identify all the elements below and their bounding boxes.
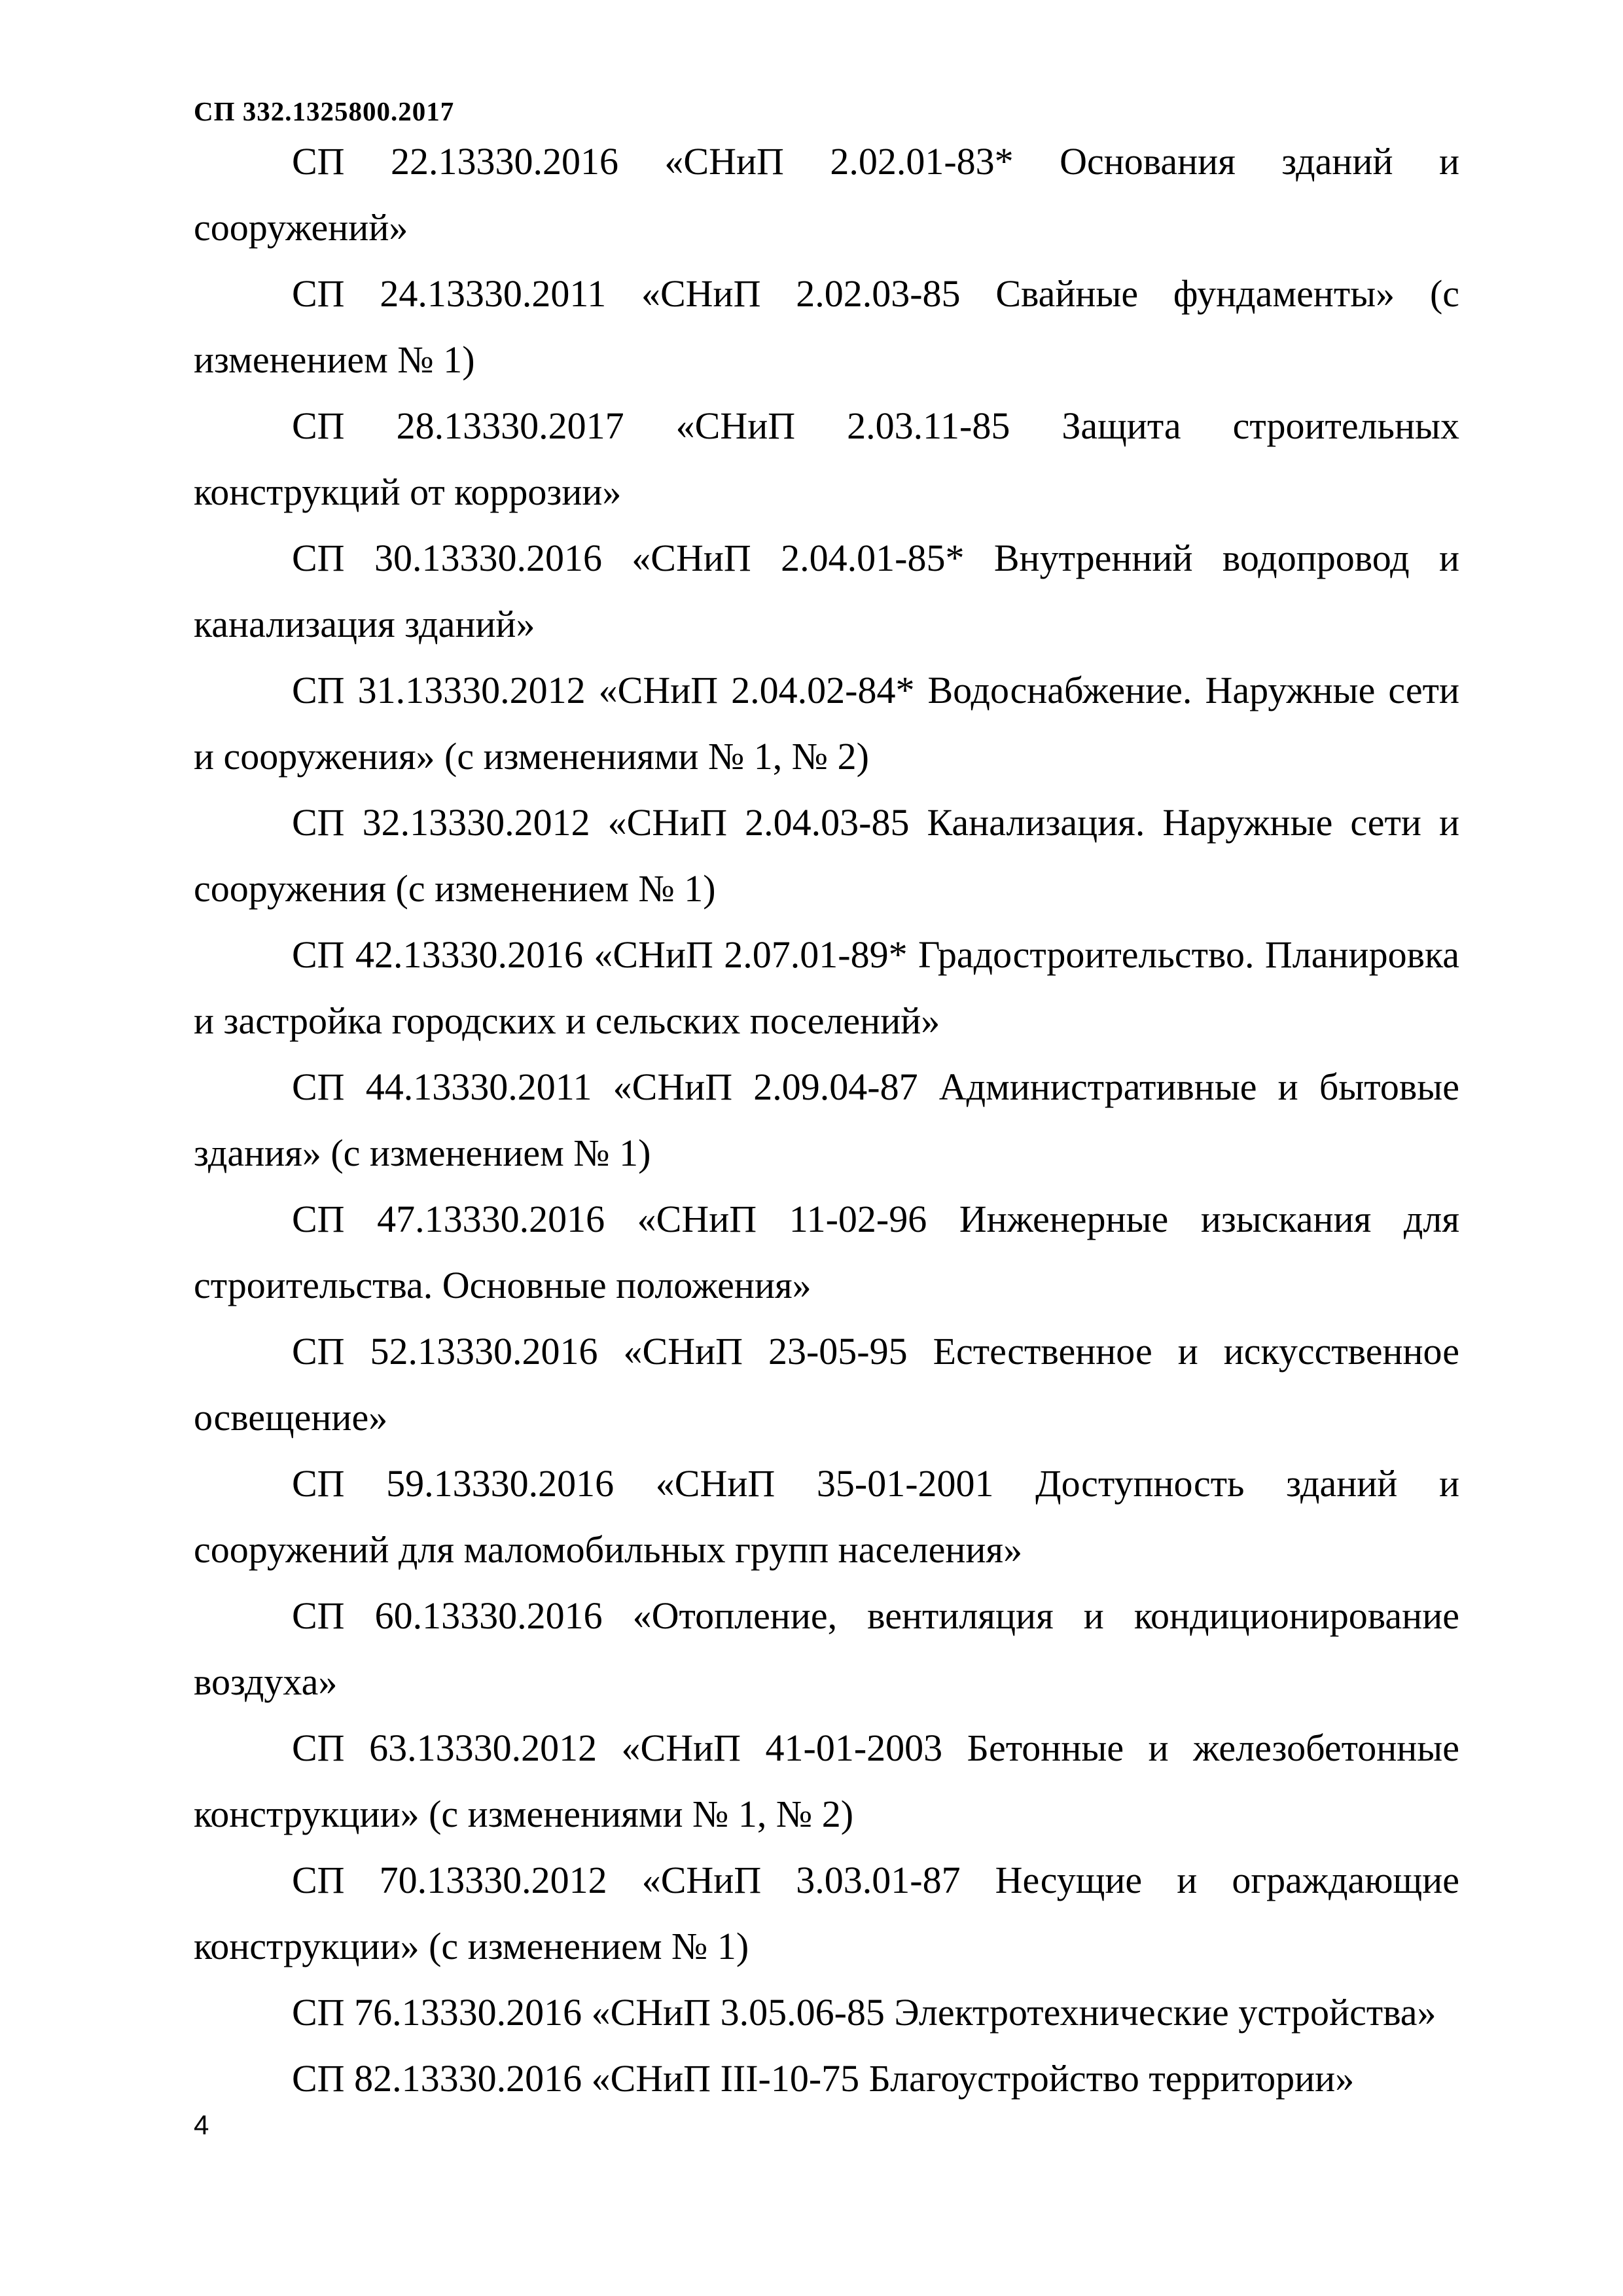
reference-item: СП 28.13330.2017 «СНиП 2.03.11-85 Защита строительных конструкций от коррозии»	[194, 404, 1459, 513]
reference-item: СП 82.13330.2016 «СНиП III-10-75 Благоустройство территории»	[292, 2057, 1355, 2100]
reference-item: СП 70.13330.2012 «СНиП 3.03.01-87 Несущие и ограждающие конструкции» (с изменением № 1)	[194, 1859, 1459, 1967]
reference-item: СП 30.13330.2016 «СНиП 2.04.01-85* Внутренний водопровод и канализация зданий»	[194, 537, 1459, 645]
reference-item: СП 32.13330.2012 «СНиП 2.04.03-85 Канализация. Наружные сети и сооружения (с изменением № 1)	[194, 801, 1459, 910]
page-number: 4	[194, 2109, 209, 2140]
reference-item: СП 44.13330.2011 «СНиП 2.09.04-87 Административные и бытовые здания» (с изменением № 1)	[194, 1066, 1459, 1174]
references-list	[194, 128, 1459, 2111]
reference-item: СП 52.13330.2016 «СНиП 23-05-95 Естественное и искусственное освещение»	[194, 1330, 1459, 1439]
reference-item: СП 76.13330.2016 «СНиП 3.05.06-85 Электротехнические устройства»	[292, 1991, 1436, 2034]
reference-item: СП 60.13330.2016 «Отопление, вентиляция и кондиционирование воздуха»	[194, 1594, 1459, 1703]
reference-item: СП 42.13330.2016 «СНиП 2.07.01-89* Градостроительство. Планировка и застройка городских и сельских поселений»	[194, 933, 1459, 1042]
reference-item: СП 59.13330.2016 «СНиП 35-01-2001 Доступность зданий и сооружений для маломобильных групп населения»	[194, 1462, 1459, 1571]
reference-item: СП 47.13330.2016 «СНиП 11-02-96 Инженерные изыскания для строительства. Основные положения»	[194, 1198, 1459, 1306]
document-code-header: СП 332.1325800.2017	[194, 96, 455, 126]
reference-item: СП 24.13330.2011 «СНиП 2.02.03-85 Свайные фундаменты» (с изменением № 1)	[194, 272, 1459, 381]
reference-item: СП 63.13330.2012 «СНиП 41-01-2003 Бетонные и железобетонные конструкции» (с изменениями № 1, № 2)	[194, 1727, 1459, 1835]
reference-item: СП 31.13330.2012 «СНиП 2.04.02-84* Водоснабжение. Наружные сети и сооружения» (с изменениями № 1, № 2)	[194, 669, 1459, 778]
reference-item: СП 22.13330.2016 «СНиП 2.02.01-83* Основания зданий и сооружений»	[194, 140, 1459, 249]
